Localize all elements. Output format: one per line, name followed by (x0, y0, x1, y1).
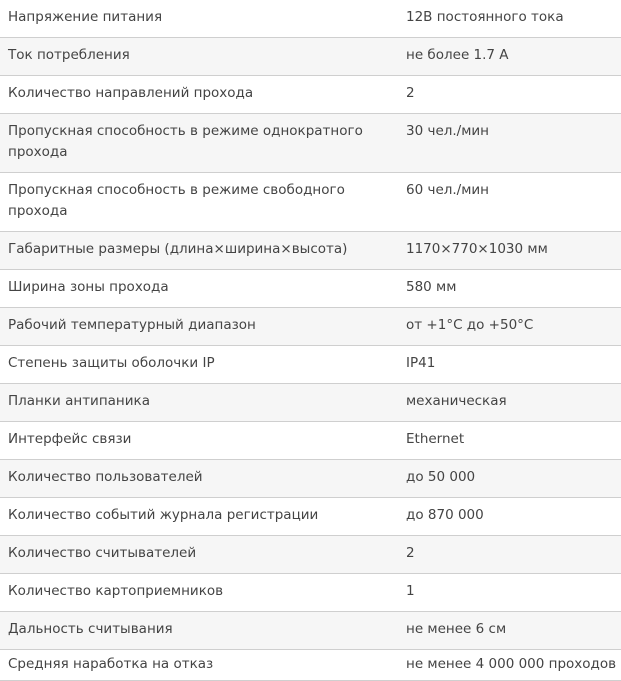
spec-name: Дальность считывания (8, 621, 173, 637)
spec-name: Количество картоприемников (8, 583, 224, 599)
spec-name: Пропускная способность в режиме однократного прохода (8, 123, 363, 160)
spec-value: 30 чел./мин (406, 123, 490, 139)
spec-value: 60 чел./мин (406, 182, 490, 198)
spec-row-current (0, 38, 621, 76)
spec-row-ip-protection (0, 346, 621, 384)
spec-value: не менее 4 000 000 проходов (406, 656, 617, 672)
spec-value: 12В постоянного тока (406, 9, 564, 25)
spec-value: до 50 000 (406, 469, 476, 485)
spec-value: Ethernet (406, 431, 465, 447)
spec-value: не менее 6 см (406, 621, 507, 637)
spec-name: Степень защиты оболочки IP (8, 355, 215, 371)
spec-name: Количество направлений прохода (8, 85, 254, 101)
spec-value: механическая (406, 393, 507, 409)
spec-value: до 870 000 (406, 507, 484, 523)
spec-name: Напряжение питания (8, 9, 163, 25)
spec-value: 2 (406, 85, 415, 101)
spec-value: IP41 (406, 355, 436, 371)
spec-value: 2 (406, 545, 415, 561)
spec-row-card-collectors (0, 574, 621, 612)
spec-value: 580 мм (406, 279, 457, 295)
spec-value: 1 (406, 583, 415, 599)
spec-name: Пропускная способность в режиме свободного прохода (8, 182, 345, 219)
spec-row-passage-width (0, 270, 621, 308)
spec-row-read-range (0, 612, 621, 650)
spec-name: Количество считывателей (8, 545, 197, 561)
spec-row-users (0, 460, 621, 498)
spec-row-dimensions (0, 232, 621, 270)
spec-row-temperature (0, 308, 621, 346)
spec-name: Средняя наработка на отказ (8, 656, 214, 672)
spec-name: Ток потребления (8, 47, 130, 63)
spec-name: Рабочий температурный диапазон (8, 317, 256, 333)
spec-row-supply-voltage (0, 0, 621, 38)
spec-row-interface (0, 422, 621, 460)
spec-name: Ширина зоны прохода (8, 279, 169, 295)
spec-name: Габаритные размеры (длина×ширина×высота) (8, 241, 348, 257)
spec-row-throughput-free (0, 173, 621, 232)
spec-value: от +1°С до +50°С (406, 317, 534, 333)
spec-name: Интерфейс связи (8, 431, 132, 447)
spec-value: не более 1.7 А (406, 47, 509, 63)
spec-row-mtbf (0, 650, 621, 681)
spec-row-throughput-single (0, 114, 621, 173)
spec-row-directions (0, 76, 621, 114)
spec-row-antipanic (0, 384, 621, 422)
spec-value: 1170×770×1030 мм (406, 241, 548, 257)
spec-name: Планки антипаника (8, 393, 150, 409)
spec-row-readers (0, 536, 621, 574)
spec-name: Количество событий журнала регистрации (8, 507, 319, 523)
spec-name: Количество пользователей (8, 469, 203, 485)
spec-row-events (0, 498, 621, 536)
